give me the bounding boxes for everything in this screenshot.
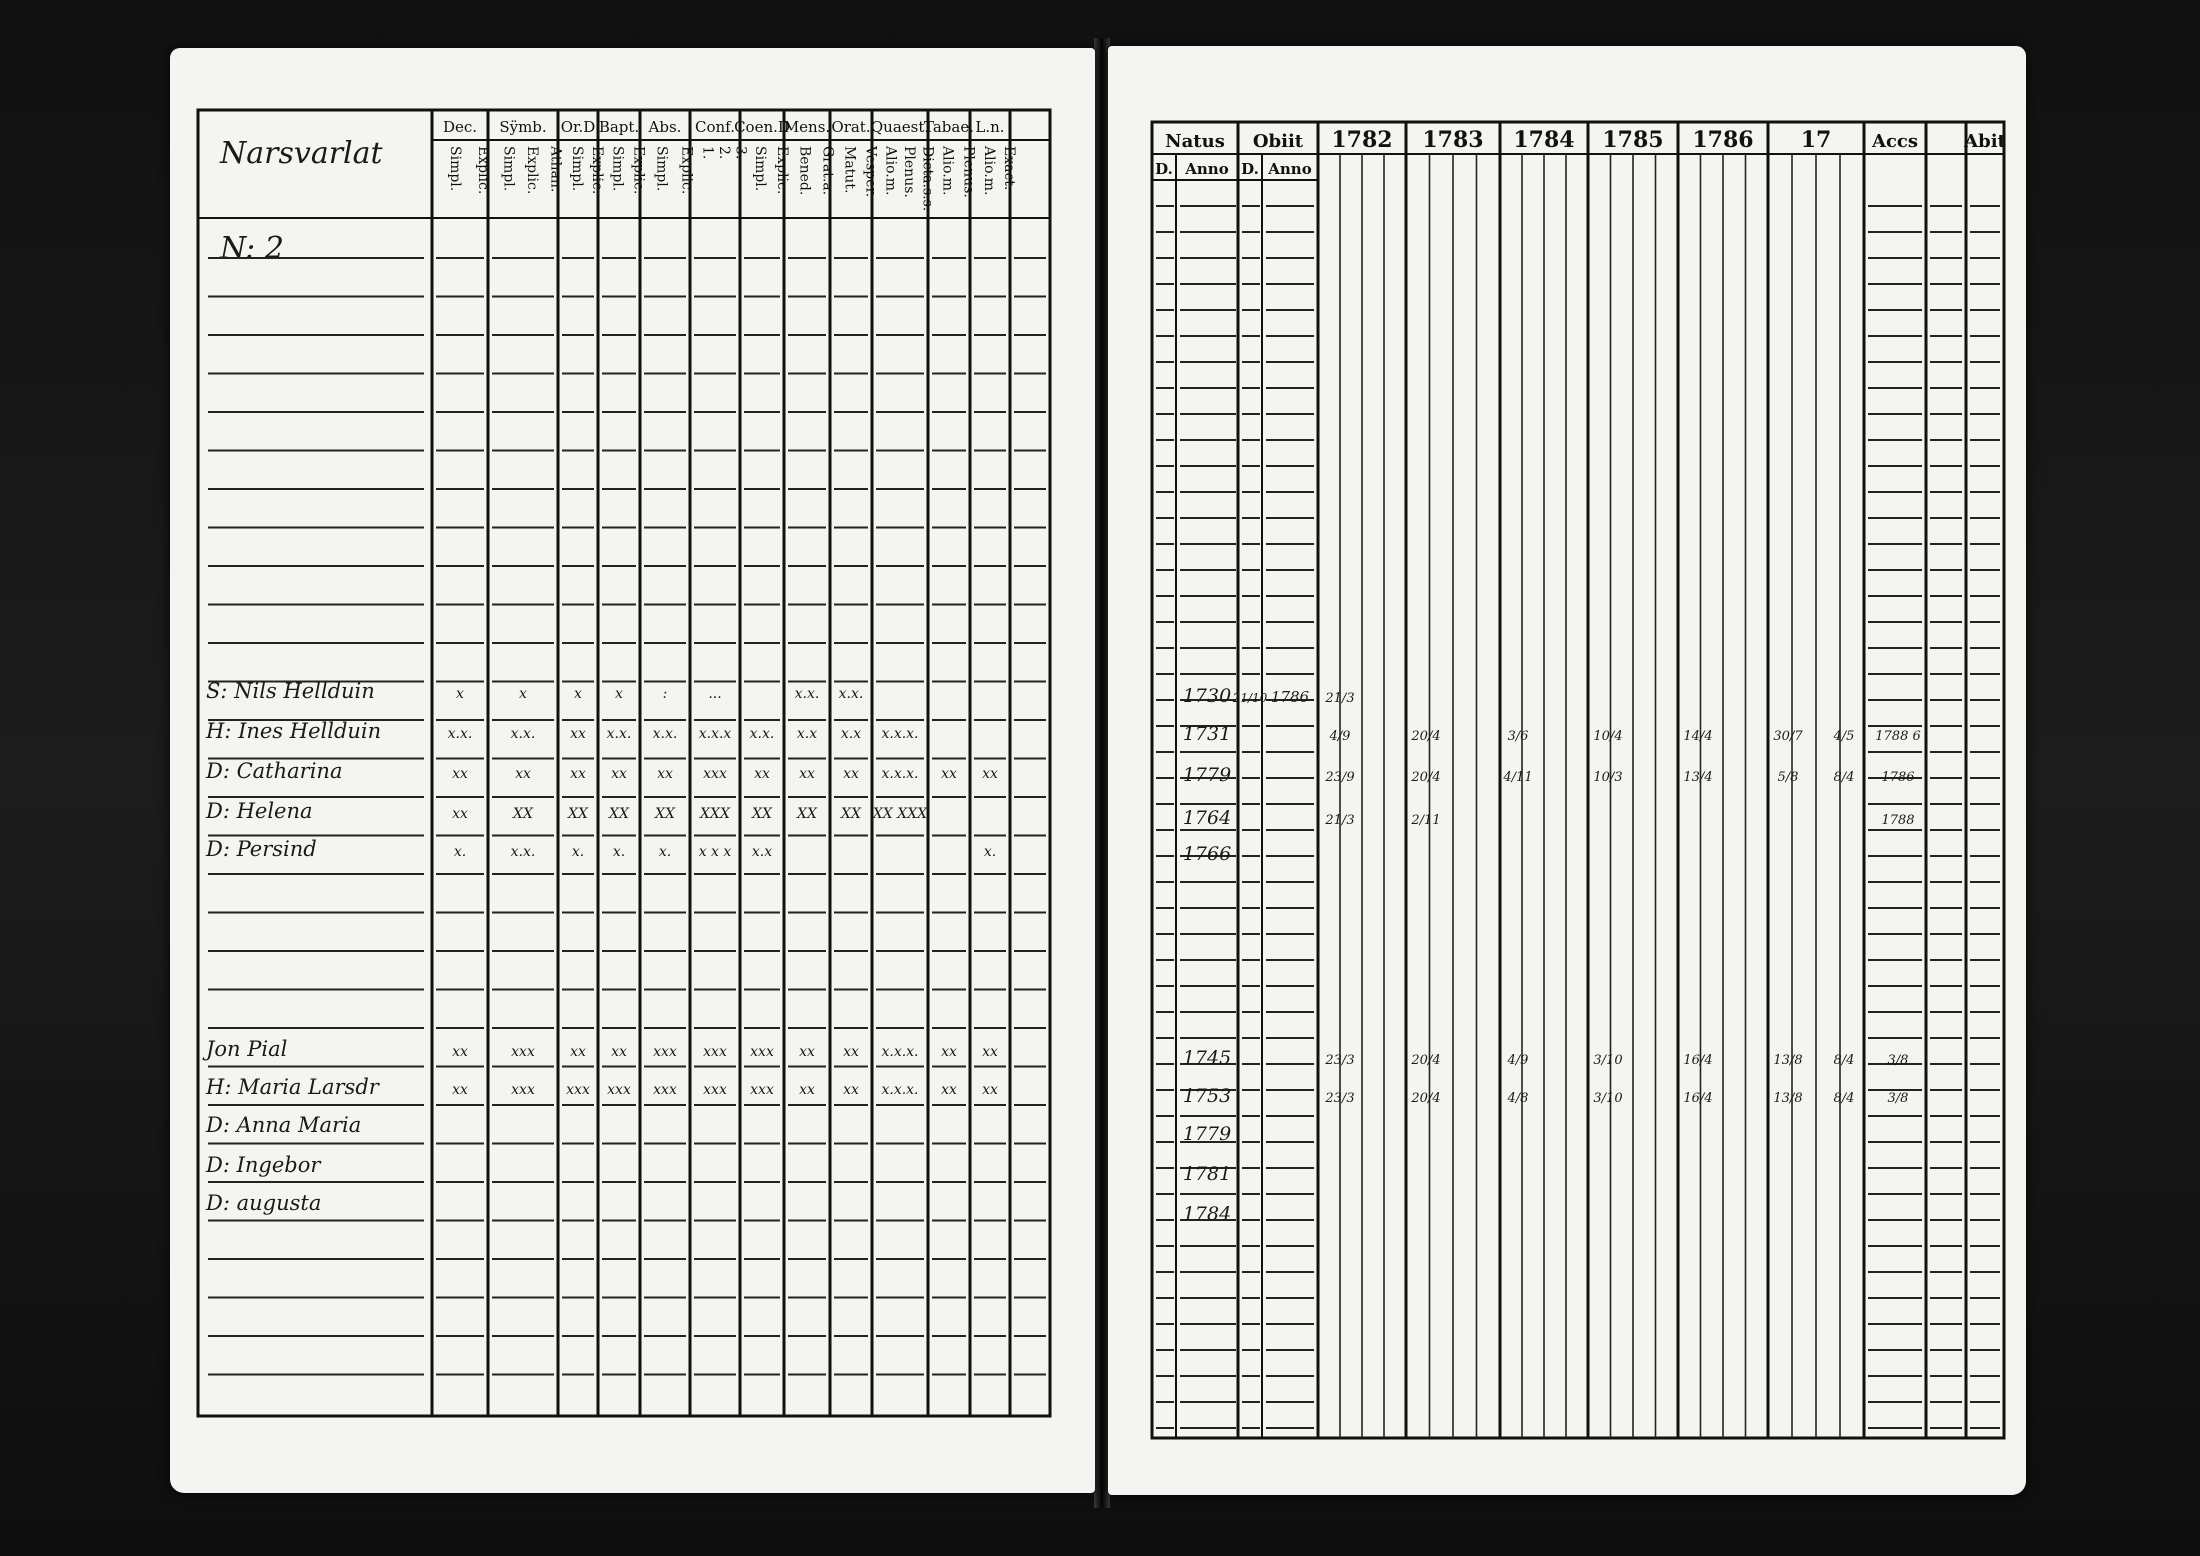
entry-mark: xx	[611, 766, 627, 782]
attendance-date: 4/9	[1507, 1053, 1529, 1068]
left-page	[170, 48, 1095, 1493]
entry-mark: xx	[941, 1044, 957, 1060]
entry-mark: xx	[452, 1044, 468, 1060]
column-subheader: Anno	[1185, 160, 1229, 178]
entry-mark: x.x.	[447, 726, 473, 742]
entry-name: S: Nils Hellduin	[206, 679, 375, 703]
entry-mark: xx	[570, 1044, 586, 1060]
entry-name: H: Ines Hellduin	[206, 719, 382, 743]
entry-mark: xx	[982, 1044, 998, 1060]
entry-mark: xx	[843, 1044, 859, 1060]
death-day: 21/10	[1232, 691, 1268, 705]
column-header: 1783	[1422, 127, 1484, 153]
entry-name: D: Ingebor	[206, 1153, 321, 1177]
column-header: Bapt.	[598, 118, 640, 136]
entry-mark: x.	[571, 844, 585, 860]
entry-mark: xxx	[607, 1082, 631, 1098]
column-subheader: Simpl.	[569, 146, 585, 192]
entry-mark: xx	[799, 766, 815, 782]
right-frame	[1152, 122, 2004, 1438]
attendance-date: 3/8	[1887, 1053, 1909, 1068]
entry-mark: xxx	[750, 1082, 774, 1098]
column-subheader: Explic.	[774, 146, 790, 195]
entry-mark: xx	[799, 1082, 815, 1098]
birth-year: 1731	[1182, 723, 1232, 745]
entry-mark: x.x.	[794, 686, 820, 702]
attendance-date: 3/10	[1593, 1053, 1623, 1068]
column-subheader: Explic.	[630, 146, 647, 195]
entry-mark: xx	[452, 806, 468, 822]
entry-mark: xx	[452, 766, 468, 782]
column-subheader: Simpl.	[653, 146, 670, 192]
entry-mark: xxx	[511, 1044, 535, 1060]
column-header: Accs	[1871, 131, 1919, 152]
column-subheader: Simpl.	[447, 146, 463, 192]
column-header: 1784	[1513, 127, 1575, 153]
entry-mark: XX	[797, 806, 817, 822]
entry-mark: x.x.x	[698, 726, 732, 742]
entry-mark: x.x.	[606, 726, 632, 742]
column-header: Abs.	[648, 118, 682, 136]
column-subheader: Explic.	[524, 146, 540, 195]
entry-mark: x.x.x.	[881, 1082, 919, 1098]
right-page	[1108, 46, 2026, 1495]
entry-mark: xx	[843, 1082, 859, 1098]
entry-mark: xx	[657, 766, 673, 782]
entry-mark: xxx	[750, 1044, 774, 1060]
entry-mark: x.	[983, 844, 997, 860]
column-subheader: Simpl.	[752, 146, 768, 192]
attendance-date: 10/3	[1593, 770, 1623, 785]
entry-mark: x.x.	[838, 686, 864, 702]
column-subheader: Plenus.	[960, 146, 977, 198]
column-subheader: Bened.	[796, 146, 813, 196]
entry-mark: xxx	[653, 1082, 677, 1098]
column-subheader: Anno	[1268, 160, 1312, 178]
column-subheader: Athan.	[547, 146, 564, 193]
entry-mark: xxx	[703, 1044, 727, 1060]
column-subheader: Plenus.	[901, 146, 917, 198]
entry-mark: xx	[754, 766, 770, 782]
attendance-date: 13/8	[1773, 1053, 1803, 1068]
column-subheader: Alio.m.	[981, 146, 997, 196]
column-header: Tabae.	[924, 118, 974, 136]
entry-mark: x x x	[698, 844, 732, 860]
attendance-date: 16/4	[1683, 1091, 1713, 1106]
register-number: N: 2	[220, 231, 284, 266]
attendance-date: 3/8	[1887, 1091, 1909, 1106]
attendance-date: 4/9	[1329, 729, 1351, 744]
entry-mark: x.x.x.	[881, 766, 919, 782]
entry-mark: XX	[752, 806, 772, 822]
column-header: Quaest.	[870, 118, 930, 136]
birth-year: 1779	[1182, 764, 1232, 786]
column-header: 17	[1800, 127, 1832, 153]
entry-mark: x.x	[796, 726, 818, 742]
attendance-date: 1786	[1881, 770, 1915, 785]
entry-name: D: Persind	[206, 837, 317, 861]
attendance-date: 2/11	[1411, 813, 1441, 828]
attendance-date: 16/4	[1683, 1053, 1713, 1068]
birth-year: 1781	[1182, 1163, 1232, 1185]
entry-mark: x.x.x.	[881, 1044, 919, 1060]
column-subheader: Explic.	[589, 146, 605, 195]
attendance-date: 23/3	[1325, 1053, 1355, 1068]
attendance-date: 13/8	[1773, 1091, 1803, 1106]
column-header: L.n.	[975, 118, 1005, 136]
birth-year: 1730	[1182, 685, 1232, 707]
entry-mark: x	[615, 686, 623, 702]
column-subheader: 2.	[716, 146, 732, 160]
entry-mark: x.x.x.	[881, 726, 919, 742]
birth-year: 1779	[1182, 1123, 1232, 1145]
entry-mark: xx	[982, 766, 998, 782]
entry-mark: xx	[982, 1082, 998, 1098]
column-subheader: 3.	[732, 146, 749, 160]
attendance-date: 10/4	[1593, 729, 1623, 744]
entry-mark: xx	[843, 766, 859, 782]
entry-mark: x.	[453, 844, 467, 860]
entry-mark: xxx	[653, 1044, 677, 1060]
column-header: Or.D	[560, 118, 596, 136]
entry-name: D: Helena	[206, 799, 313, 823]
column-header: Natus	[1165, 131, 1225, 152]
entry-mark: xx	[570, 766, 586, 782]
attendance-date: 3/10	[1593, 1091, 1623, 1106]
attendance-date: 14/4	[1683, 729, 1713, 744]
column-subheader: Matut.	[841, 146, 858, 194]
column-header: Orat.	[831, 118, 871, 136]
attendance-date: 4/5	[1833, 729, 1855, 744]
attendance-date: 20/4	[1411, 729, 1441, 744]
entry-mark: xx	[799, 1044, 815, 1060]
entry-name: D: augusta	[206, 1191, 322, 1215]
column-subheader: Alio.m.	[939, 146, 956, 196]
entry-mark: XX	[609, 806, 629, 822]
death-year: 1786	[1270, 688, 1310, 706]
attendance-date: 20/4	[1411, 770, 1441, 785]
column-header: 1786	[1692, 127, 1754, 153]
attendance-date: 30/7	[1773, 729, 1803, 744]
entry-name: Jon Pial	[206, 1037, 288, 1061]
entry-mark: xx	[941, 1082, 957, 1098]
attendance-date: 21/3	[1325, 691, 1355, 706]
column-header: Obiit	[1252, 131, 1304, 152]
birth-year: 1784	[1182, 1203, 1232, 1225]
entry-mark: x	[456, 686, 464, 702]
entry-mark: xx	[452, 1082, 468, 1098]
entry-mark: xxx	[511, 1082, 535, 1098]
attendance-date: 4/11	[1503, 770, 1533, 785]
entry-mark: xx	[611, 1044, 627, 1060]
entry-mark: x	[519, 686, 527, 702]
column-header: Coen.D	[734, 118, 790, 136]
entry-mark: XX	[655, 806, 675, 822]
attendance-date: 3/6	[1507, 729, 1529, 744]
entry-mark: xxx	[703, 1082, 727, 1098]
attendance-date: 21/3	[1325, 813, 1355, 828]
register-title: Narsvarlat	[220, 136, 383, 171]
entry-mark: XX	[513, 806, 533, 822]
entry-name: D: Catharina	[206, 759, 343, 783]
entry-mark: x.x.	[510, 726, 536, 742]
column-subheader: Explic.	[475, 146, 491, 195]
column-subheader: Dicta.s.s.	[919, 146, 936, 212]
attendance-date: 8/4	[1833, 1091, 1855, 1106]
column-subheader: Explic.	[678, 146, 695, 195]
attendance-date: 1788	[1881, 813, 1915, 828]
birth-year: 1764	[1182, 807, 1232, 829]
entry-mark: x.x	[751, 844, 773, 860]
column-header: Conf.	[695, 118, 735, 136]
entry-mark: x.x	[840, 726, 862, 742]
entry-mark: x.x.	[510, 844, 536, 860]
entry-mark: :	[662, 686, 668, 702]
attendance-date: 5/8	[1777, 770, 1799, 785]
column-subheader: D.	[1241, 160, 1259, 178]
attendance-date: 8/4	[1833, 770, 1855, 785]
entry-mark: x.	[612, 844, 626, 860]
entry-mark: x.x.	[749, 726, 775, 742]
entry-mark: xx	[941, 766, 957, 782]
attendance-date: 8/4	[1833, 1053, 1855, 1068]
entry-mark: xxx	[566, 1082, 590, 1098]
left-page-grid	[170, 48, 1095, 1493]
entry-mark: XX	[568, 806, 588, 822]
attendance-date: 23/9	[1325, 770, 1355, 785]
column-subheader: 1.	[699, 146, 716, 160]
birth-year: 1745	[1182, 1047, 1232, 1069]
entry-mark: XXX	[700, 806, 730, 822]
entry-mark: xxx	[703, 766, 727, 782]
entry-mark: x.	[658, 844, 672, 860]
attendance-date: 1788 6	[1875, 729, 1921, 744]
column-subheader: Simpl.	[609, 146, 626, 192]
entry-mark: ...	[708, 686, 722, 702]
attendance-date: 20/4	[1411, 1053, 1441, 1068]
column-header: Sÿmb.	[499, 118, 547, 136]
entry-mark: xx	[515, 766, 531, 782]
birth-year: 1766	[1182, 843, 1232, 865]
column-subheader: Grat.a.	[819, 146, 836, 196]
attendance-date: 23/3	[1325, 1091, 1355, 1106]
entry-name: H: Maria Larsdr	[206, 1075, 379, 1099]
entry-mark: xx	[570, 726, 586, 742]
attendance-date: 20/4	[1411, 1091, 1441, 1106]
entry-mark: XX	[841, 806, 861, 822]
column-header: Abit	[1964, 131, 2006, 152]
column-subheader: Simpl.	[500, 146, 517, 192]
attendance-date: 4/8	[1507, 1091, 1529, 1106]
column-header: 1782	[1331, 127, 1393, 153]
column-header: Mens.	[783, 118, 831, 136]
entry-mark: XX XXX	[872, 806, 928, 822]
column-header: Dec.	[442, 118, 478, 136]
attendance-date: 13/4	[1683, 770, 1713, 785]
right-page-grid	[1108, 46, 2026, 1495]
column-subheader: D.	[1155, 160, 1173, 178]
birth-year: 1753	[1182, 1085, 1232, 1107]
column-header: 1785	[1602, 127, 1664, 153]
entry-mark: x.x.	[652, 726, 678, 742]
entry-name: D: Anna Maria	[206, 1113, 362, 1137]
column-subheader: Exact.	[1001, 146, 1017, 191]
column-subheader: Vesper.	[862, 146, 879, 198]
entry-mark: x	[574, 686, 582, 702]
column-subheader: Alio.m.	[882, 146, 899, 196]
